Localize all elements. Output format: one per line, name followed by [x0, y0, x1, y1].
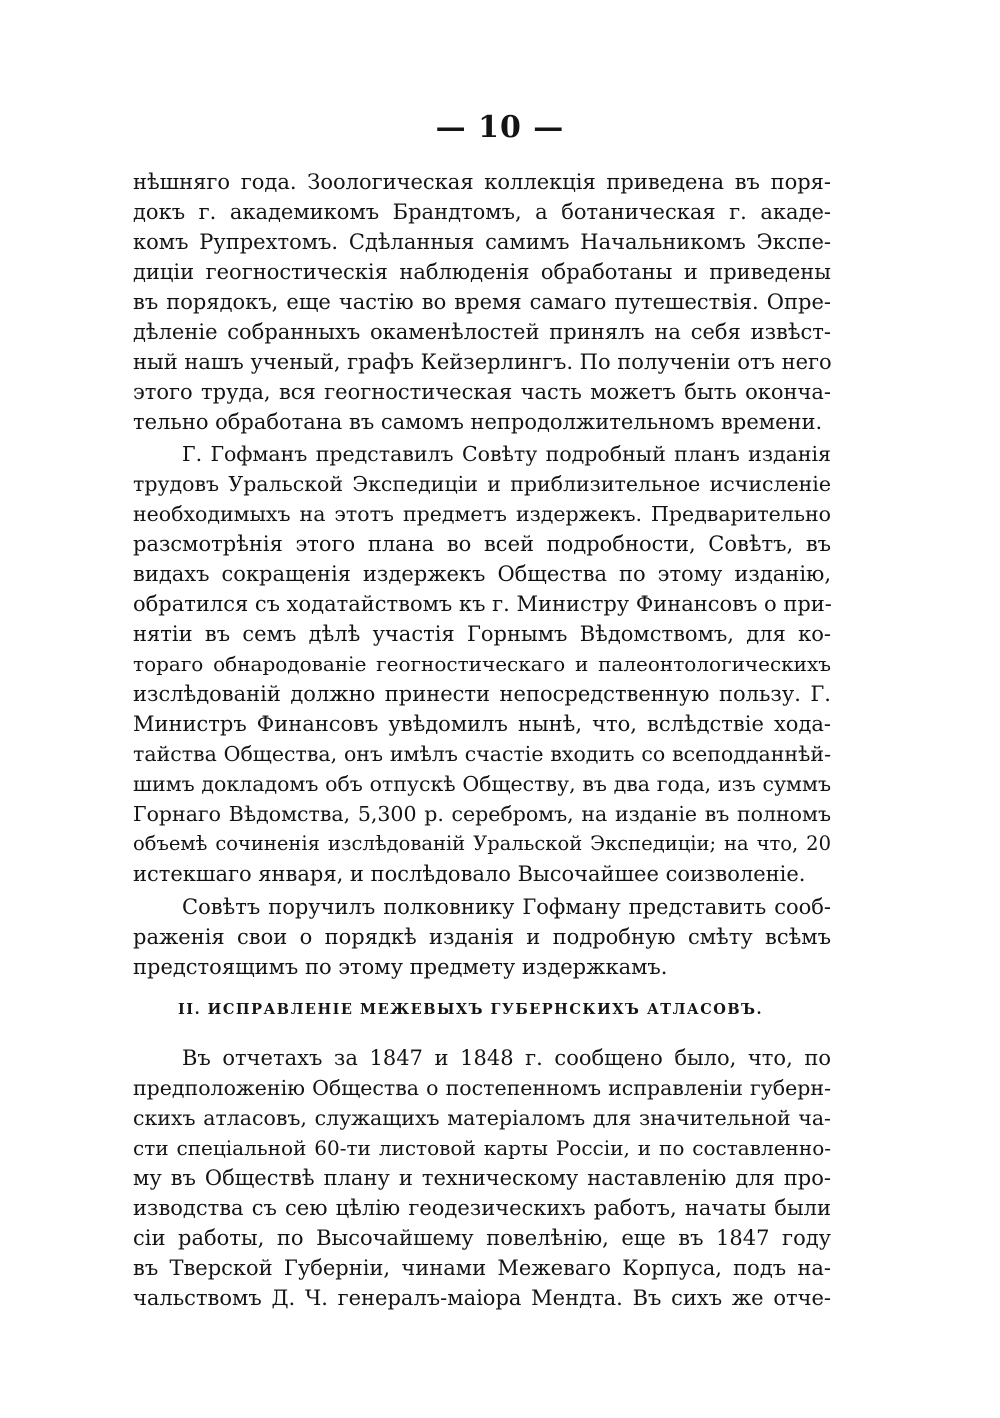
text-line: раженія свои о порядкѣ изданія и подробную смѣту всѣмъ — [133, 925, 831, 949]
section-heading: II. ИСПРАВЛЕНІЕ МЕЖЕВЫХЪ ГУБЕРНСКИХЪ АТЛАСОВЪ. — [178, 1001, 764, 1018]
text-line: Совѣтъ поручилъ полковнику Гофману представить сооб- — [182, 895, 831, 919]
text-line: нѣшняго года. Зоологическая коллекція приведена въ поря- — [133, 170, 831, 194]
text-line: тораго обнародованіе геогностическаго и палеонтологическихъ — [133, 652, 831, 676]
text-line: Г. Гофманъ представилъ Совѣту подробный планъ изданія — [182, 442, 831, 466]
text-line: Въ отчетахъ за 1847 и 1848 г. сообщено было, что, по — [182, 1046, 831, 1070]
text-line: докъ г. академикомъ Брандтомъ, а ботаническая г. акаде- — [133, 200, 831, 224]
text-line: Горнаго Вѣдомства, 5,300 р. серебромъ, на изданіе въ полномъ — [133, 802, 831, 826]
text-line: предстоящимъ по этому предмету издержкамъ. — [133, 955, 668, 979]
text-line: ный нашъ ученый, графъ Кейзерлингъ. По полученіи отъ него — [133, 350, 832, 374]
text-line: му въ Обществѣ плану и техническому наставленію для про- — [133, 1166, 831, 1190]
text-line: чальствомъ Д. Ч. генералъ-маіора Мендта. Въ сихъ же отче- — [133, 1286, 831, 1310]
text-line: дѣленіе собранныхъ окаменѣлостей принялъ на себя извѣст- — [133, 320, 831, 344]
text-line: необходимыхъ на этотъ предметъ издержекъ. Предварительно — [133, 502, 831, 526]
text-line: объемѣ сочиненія изслѣдованій Уральской Экспедиціи; на что, 20 — [133, 832, 831, 855]
text-line: комъ Рупрехтомъ. Сдѣланныя самимъ Начальникомъ Экспе- — [133, 230, 831, 254]
text-line: изслѣдованій должно принести непосредственную пользу. Г. — [133, 682, 831, 706]
text-line: видахъ сокращенія издержекъ Общества по этому изданію, — [133, 562, 831, 586]
text-line: нятіи въ семъ дѣлѣ участія Горнымъ Вѣдомствомъ, для ко- — [133, 622, 831, 646]
text-line: тельно обработана въ самомъ непродолжительномъ времени. — [133, 410, 823, 434]
text-line: сти спеціальной 60-ти листовой карты Россіи, и по составленно- — [133, 1136, 831, 1160]
text-line: этого труда, вся геогностическая часть можетъ быть оконча- — [133, 380, 831, 404]
text-line: въ порядокъ, еще частію во время самаго путешествія. Опре- — [133, 290, 831, 314]
text-line: шимъ докладомъ объ отпускѣ Обществу, въ два года, изъ суммъ — [133, 772, 831, 796]
text-line: тайства Общества, онъ имѣлъ счастіе входить со всеподданнѣй- — [133, 742, 831, 766]
text-line: разсмотрѣнія этого плана во всей подробности, Совѣтъ, въ — [133, 532, 831, 556]
text-line: изводства съ сею цѣлію геодезическихъ работъ, начаты были — [133, 1196, 831, 1220]
text-line: диціи геогностическія наблюденія обработаны и приведены — [133, 260, 831, 284]
text-line: скихъ атласовъ, служащихъ матеріаломъ для значительной ча- — [133, 1106, 831, 1130]
text-line: въ Тверской Губерніи, чинами Межеваго Корпуса, подъ на- — [133, 1256, 831, 1280]
page-number: — 10 — — [435, 110, 565, 145]
text-line: Министръ Финансовъ увѣдомилъ нынѣ, что, вслѣдствіе хода- — [133, 712, 831, 736]
text-line: истекшаго января, и послѣдовало Высочайшее соизволеніе. — [133, 862, 806, 886]
text-line: сіи работы, по Высочайшему повелѣнію, еще въ 1847 году — [133, 1226, 831, 1250]
text-line: предположенію Общества о постепенномъ исправленіи губерн- — [133, 1076, 831, 1100]
text-line: обратился съ ходатайствомъ къ г. Министру Финансовъ о при- — [133, 592, 832, 616]
text-line: трудовъ Уральской Экспедиціи и приблизительное исчисленіе — [133, 472, 831, 496]
